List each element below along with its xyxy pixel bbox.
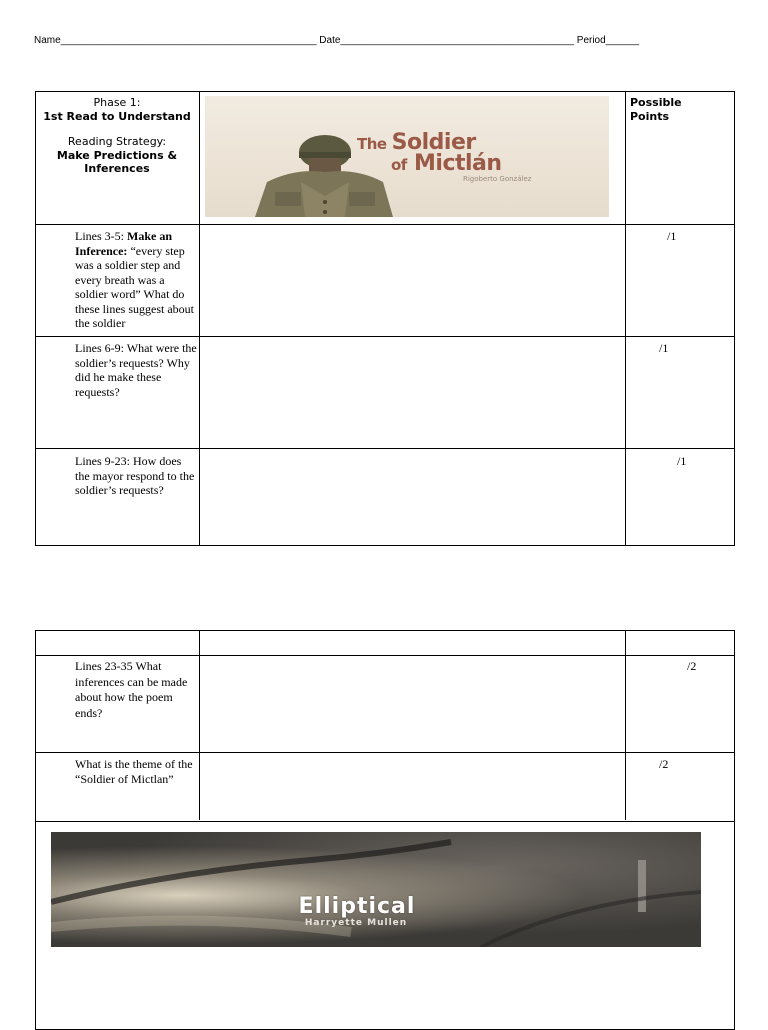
- strategy-label: Reading Strategy:: [67, 135, 167, 148]
- strategy-name: Make Predictions & Inferences: [56, 148, 178, 175]
- soldier-of-mictlan-banner: [205, 96, 609, 217]
- points-header: Possible Points: [630, 96, 682, 123]
- header-fields: Name______________________________________________ Date__________________________________________ Period______: [34, 35, 640, 46]
- banner-title-line2: [391, 151, 502, 176]
- phase-heading-cell: [36, 96, 198, 176]
- column-divider: [625, 631, 626, 820]
- question-bold: Make an Inference:: [75, 229, 172, 258]
- points-value: /2: [687, 659, 697, 673]
- read-label: 1st Read to Understand: [43, 109, 191, 123]
- banner-title-mictlan: Mictlán: [414, 151, 502, 176]
- pavement-texture-icon: [51, 832, 701, 947]
- question-text: “every step was a soldier step and every breath was a soldier word” What do these lines suggest about the soldier: [75, 243, 194, 330]
- banner-title-the: The: [357, 135, 387, 153]
- row-divider: [36, 821, 734, 822]
- question-lines-9-23: Lines 9-23: How does the mayor respond to the soldier’s requests?: [75, 454, 195, 497]
- question-lines-6-9: Lines 6-9: What were the soldier’s requests? Why did he make these requests?: [75, 341, 197, 399]
- points-value: /1: [667, 229, 677, 243]
- answer-box-lines-23-35[interactable]: [199, 655, 624, 751]
- elliptical-banner: [51, 832, 701, 947]
- answer-box-lines-3-5[interactable]: [199, 224, 624, 335]
- points-value: /1: [677, 454, 687, 468]
- answer-box-lines-9-23[interactable]: [199, 448, 624, 545]
- question-lines-23-35: Lines 23-35 What inferences can be made about how the poem ends?: [75, 659, 188, 720]
- banner-author: Rigoberto González: [463, 175, 532, 183]
- answer-box-lines-6-9[interactable]: [199, 336, 624, 447]
- banner-author: Harryette Mullen: [304, 918, 408, 928]
- question-lines-3-5: [75, 229, 197, 331]
- question-theme: What is the theme of the “Soldier of Mictlan”: [75, 757, 193, 786]
- banner-title-soldier: Soldier: [391, 130, 476, 155]
- soldier-figure-icon: [205, 96, 405, 217]
- column-divider: [625, 92, 626, 545]
- answer-box-theme[interactable]: [199, 752, 624, 820]
- banner-title-of: of: [391, 156, 407, 174]
- points-value: /1: [659, 341, 669, 355]
- phase-label: Phase 1:: [93, 96, 141, 109]
- points-value: /2: [659, 757, 669, 771]
- banner-title: Elliptical: [298, 894, 416, 919]
- question-prefix: Lines 3-5:: [75, 229, 127, 243]
